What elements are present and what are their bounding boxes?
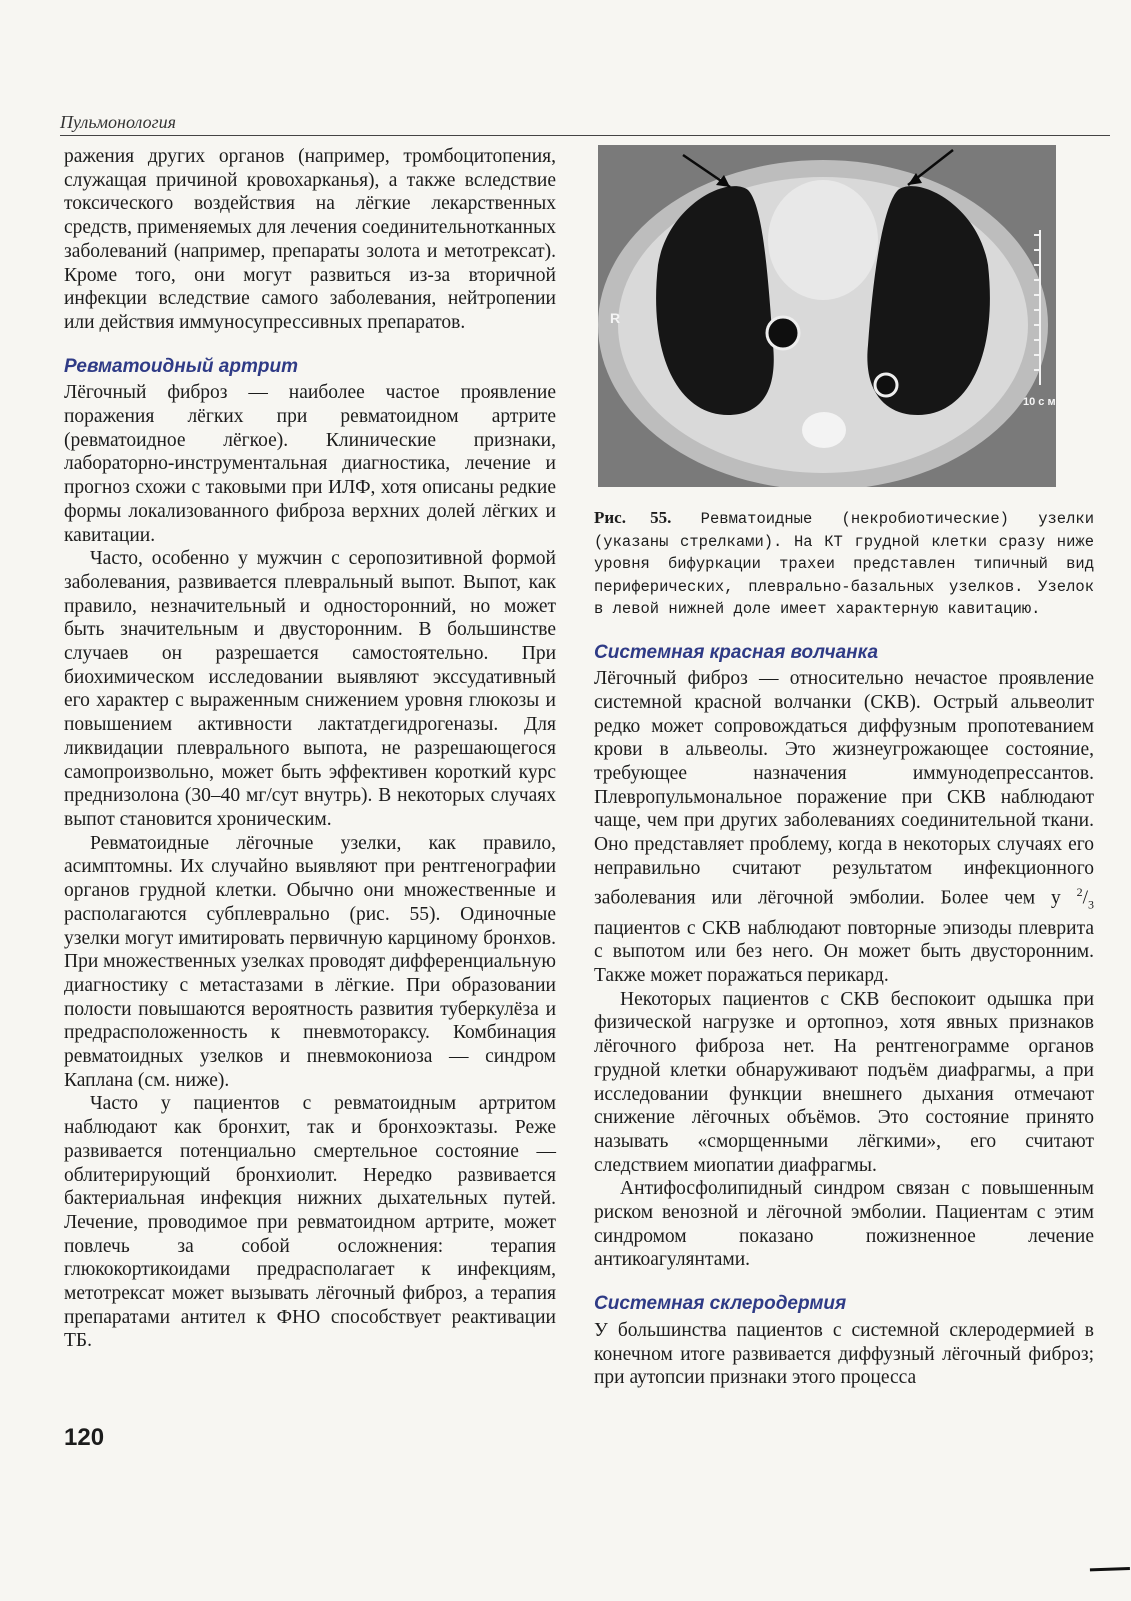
paragraph: Лёгочный фиброз — наиболее частое проявление поражения лёгких при ревматоидном артрите (ревматоидное лёгкое). Клинические признаки, лабораторно-инструментальная диагностика, лечение и прогноз схожи с таковыми при ИЛФ, хотя описаны редкие формы локализованного фиброза верхних долей лёгких и кавитации. — [64, 382, 556, 546]
running-title: Пульмонология — [60, 112, 1110, 136]
ct-scale-label: 10 с м — [1023, 396, 1056, 408]
paragraph: Часто, особенно у мужчин с серопозитивной формой заболевания, развивается плевральный выпот. Выпот, как правило, незначительный и односторонний, но может быть значительным и двусторонним. В большинстве случаев он разрешается самостоятельно. При биохимическом исследовании выявляют экссудативный его характер с выраженным снижением уровня глюкозы и повышением активности лактатдегидрогеназы. Для ликвидации плеврального выпота, не разрешающегося самопроизвольно, может быть эффективен короткий курс преднизолона (30–40 мг/сут внутрь). В некоторых случаях выпот становится хроническим. — [64, 548, 556, 830]
page-number: 120 — [64, 1424, 105, 1451]
ct-side-label: R — [610, 310, 621, 326]
ct-scan-image — [598, 145, 1056, 487]
scan-edge-mark — [1090, 1567, 1131, 1601]
fraction-numerator: 2 — [1076, 884, 1083, 899]
paragraph: ражения других органов (например, тромбоцитопения, служащая причиной кровохарканья), а также вследствие токсического воздействия на лёгкие лекарственных средств, применяемых для лечения соединительнотканных заболеваний (например, препараты золота и метотрексат). Кроме того, они могут развиться из-за вторичной инфекции вследствие самого заболевания, нейтропении или действия иммуносупрессивных препаратов. — [64, 146, 556, 333]
caption-number: Рис. 55. — [594, 508, 672, 527]
fraction-denominator: 3 — [1088, 896, 1094, 911]
paragraph: У большинства пациентов с системной склеродермией в конечном итоге развивается диффузный лёгочный фиброз; при аутопсии признаки этого процесса — [594, 1319, 1094, 1389]
paragraph: Лёгочный фиброз — относительно нечастое проявление системной красной волчанки (СКВ). Острый альвеолит редко может сопровождаться диффузным пропотеванием крови в альвеолы. Это жизнеугрожающее состояние, требующее назначения иммунодепрессантов. Плевропульмональное поражение при СКВ наблюдают чаще, чем при других заболеваниях соединительной ткани. Оно представляет проблему, когда в некоторых случаях его неправильно считают результатом инфекционного заболевания или лёгочной эмболии. Более чем у $^2/_3$ пациентов с СКВ наблюдают повторные эпизоды плеврита с выпотом или без него. Он может быть двусторонним. Также может поражаться перикард. — [594, 668, 1094, 987]
right-column — [594, 145, 1094, 1390]
section-heading-sle: Системная красная волчанка — [594, 641, 879, 663]
caption-text: Ревматоидные (некробиотические) узелки (указаны стрелками). На КТ грудной клетки сразу ниже уровня бифуркации трахеи представлен типичный вид периферических, плеврально-базальных узелков. Узелок в левой нижней доле имеет характерную кавитацию. — [594, 510, 1094, 618]
paragraph: Ревматоидные лёгочные узелки, как правило, асимптомны. Их случайно выявляют при рентгенографии органов грудной клетки. Обычно они множественные и располагаются субплеврально (рис. 55). Одиночные узелки могут имитировать первичную карциному бронхов. При множественных узелках проводят дифференциальную диагностику с метастазами в лёгкие. При образовании полости повышаются вероятность развития туберкулёза и предрасположенность к пневмотораксу. Комбинация ревматоидных узелков и пневмокониоза — синдром Каплана (см. ниже). — [64, 832, 556, 1091]
ct-scan-figure — [598, 145, 1056, 487]
figure-caption — [594, 507, 1094, 621]
paragraph: Часто у пациентов с ревматоидным артритом наблюдают как бронхит, так и бронхоэктазы. Реже развивается потенциально смертельное состояние — облитерирующий бронхиолит. Нередко развивается бактериальная инфекция нижних дыхательных путей. Лечение, проводимое при ревматоидном артрите, может повлечь за собой осложнения: терапия глюкокортикоидами предрасполагает к инфекциям, метотрексат может вызывать лёгочный фиброз, а терапия препаратами антител к ФНО способствует реактивации ТБ. — [64, 1093, 556, 1352]
section-heading-scleroderma: Системная склеродермия — [594, 1293, 847, 1315]
section-heading-rheumatoid-arthritis: Ревматоидный артрит — [64, 355, 298, 377]
left-column — [64, 145, 556, 1353]
paragraph: Некоторых пациентов с СКВ беспокоит одышка при физической нагрузке и ортопноэ, хотя явных признаков лёгочного фиброза нет. На рентгенограмме органов грудной клетки обнаруживают подъём диафрагмы, а при исследовании функции внешнего дыхания отмечают снижение лёгочных объёмов. Это состояние принято называть «сморщенными лёгкими», его считают следствием миопатии диафрагмы. — [594, 988, 1094, 1176]
paragraph: Антифосфолипидный синдром связан с повышенным риском венозной и лёгочной эмболии. Пациентам с этим синдромом показано пожизненное лечение антикоагулянтами. — [594, 1178, 1094, 1271]
